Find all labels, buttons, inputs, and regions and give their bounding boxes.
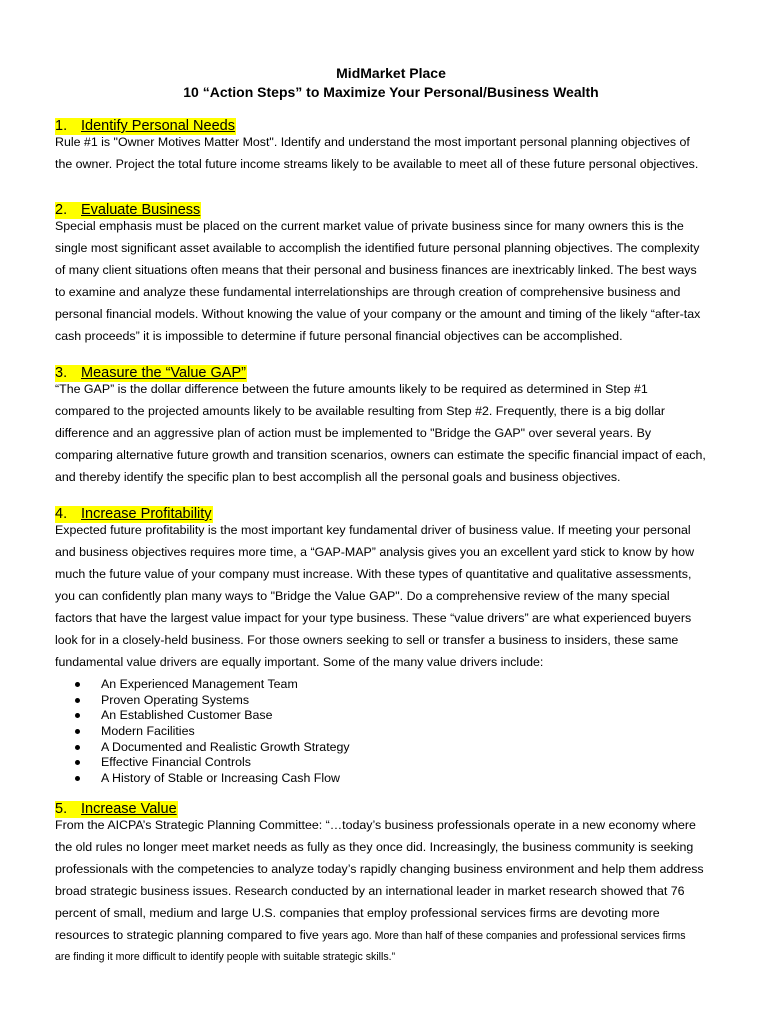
section-2-body (55, 215, 735, 347)
list-item-text: An Experienced Management Team (101, 677, 298, 691)
section-5-body (55, 814, 735, 968)
text-line: the old rules no longer meet market needs as fully as they once did. Increasingly, the business community is seeking (55, 840, 694, 854)
bullet-icon (75, 682, 80, 687)
text-line: percent of small, medium and large U.S. companies that employ professional services firms are devoting more (55, 906, 660, 920)
section-title: Identify Personal Needs (81, 118, 235, 134)
text-line: and thereby identify the specific plan to best accomplish all the personal goals and business objectives. (55, 470, 621, 484)
bullet-icon (75, 729, 80, 734)
section-title: Increase Profitability (81, 506, 212, 522)
list-item-text: Modern Facilities (101, 724, 195, 738)
text-line: you can confidently plan many ways to "Bridge the Value GAP". Do a comprehensive review of the many special (55, 589, 670, 603)
list-item-text: Effective Financial Controls (101, 755, 251, 769)
section-number: 1. (55, 118, 68, 134)
text-line: factors that have the largest value impact for your type business. These “value drivers” are what experienced buyers (55, 611, 692, 625)
text-line: difference and an aggressive plan of action must be implemented to "Bridge the GAP" over several years. By (55, 426, 652, 440)
bullet-icon (75, 760, 80, 765)
list-item-text: An Established Customer Base (101, 708, 273, 722)
text-line: are finding it more difficult to identify people with suitable strategic skills.” (55, 951, 396, 963)
text-line: professionals with the competencies to analyze today’s rapidly changing business environment and help them address (55, 862, 704, 876)
text-line: personal financial models. Without knowing the value of your company or the amount and timing of the likely “after-tax (55, 307, 701, 321)
section-4-body (55, 519, 735, 673)
section-number: 2. (55, 202, 68, 218)
text-line: Rule #1 is "Owner Motives Matter Most". Identify and understand the most important personal planning objectives of (55, 135, 690, 149)
section-number: 3. (55, 365, 68, 381)
text-line: look for in a closely-held business. For those owners seeking to sell or transfer a business to insiders, these same (55, 633, 679, 647)
section-title: Increase Value (81, 801, 177, 817)
bullet-icon (75, 776, 80, 781)
text-line: compared to the projected amounts likely to be available resulting from Step #2. Frequently, there is a big dollar (55, 404, 665, 418)
document-title: MidMarket Place (336, 65, 446, 81)
section-1-body (55, 131, 735, 175)
section-title: Measure the “Value GAP” (81, 365, 246, 381)
text-line: and business objectives requires more time, a “GAP-MAP” analysis gives you an excellent yard stick to know by how (55, 545, 695, 559)
section-title: Evaluate Business (81, 202, 201, 218)
text-fragment: resources to strategic planning compared to five (55, 928, 323, 942)
bullet-icon (75, 745, 80, 750)
text-line: single most significant asset available to accomplish the identified future personal planning objectives. The complexity (55, 241, 700, 255)
section-number: 4. (55, 506, 68, 522)
text-line: broad strategic business issues. Research conducted by an international leader in market research showed that 76 (55, 884, 685, 898)
section-3-body (55, 378, 735, 488)
bullet-icon (75, 698, 80, 703)
document-subtitle: 10 “Action Steps” to Maximize Your Personal/Business Wealth (183, 84, 599, 100)
text-line: cash proceeds” it is impossible to determine if future personal financial objectives can be accomplished. (55, 329, 623, 343)
text-line: the owner. Project the total future income streams likely to be available to meet all of these future personal objectives. (55, 157, 699, 171)
list-item-text: Proven Operating Systems (101, 693, 250, 707)
text-line-mixed (55, 924, 735, 946)
text-line: much the future value of your company must increase. With these types of quantitative and qualitative assessments, (55, 567, 692, 581)
bullet-icon (75, 713, 80, 718)
text-line: “The GAP” is the dollar difference between the future amounts likely to be required as determined in Step #1 (55, 382, 648, 396)
text-line: to examine and analyze these fundamental interrelationships are through creation of comprehensive business and (55, 285, 681, 299)
list-item-text: A History of Stable or Increasing Cash Flow (101, 771, 340, 785)
text-line: From the AICPA’s Strategic Planning Committee: “…today’s business professionals operate in a new economy where (55, 818, 696, 832)
text-line: Expected future profitability is the most important key fundamental driver of business value. If meeting your personal (55, 523, 691, 537)
text-line: Special emphasis must be placed on the current market value of private business since for many owners this is the (55, 219, 684, 233)
text-line: fundamental value drivers are equally important. Some of the many value drivers include: (55, 655, 544, 669)
list-item-text: A Documented and Realistic Growth Strategy (101, 740, 350, 754)
text-line: comparing alternative future growth and transition scenarios, owners can estimate the specific financial impact of each, (55, 448, 706, 462)
text-line: of many client situations often means that their personal and business finances are inextricably linked. The best ways (55, 263, 697, 277)
section-number: 5. (55, 801, 68, 817)
text-fragment-small: years ago. More than half of these companies and professional services firms (322, 930, 686, 942)
